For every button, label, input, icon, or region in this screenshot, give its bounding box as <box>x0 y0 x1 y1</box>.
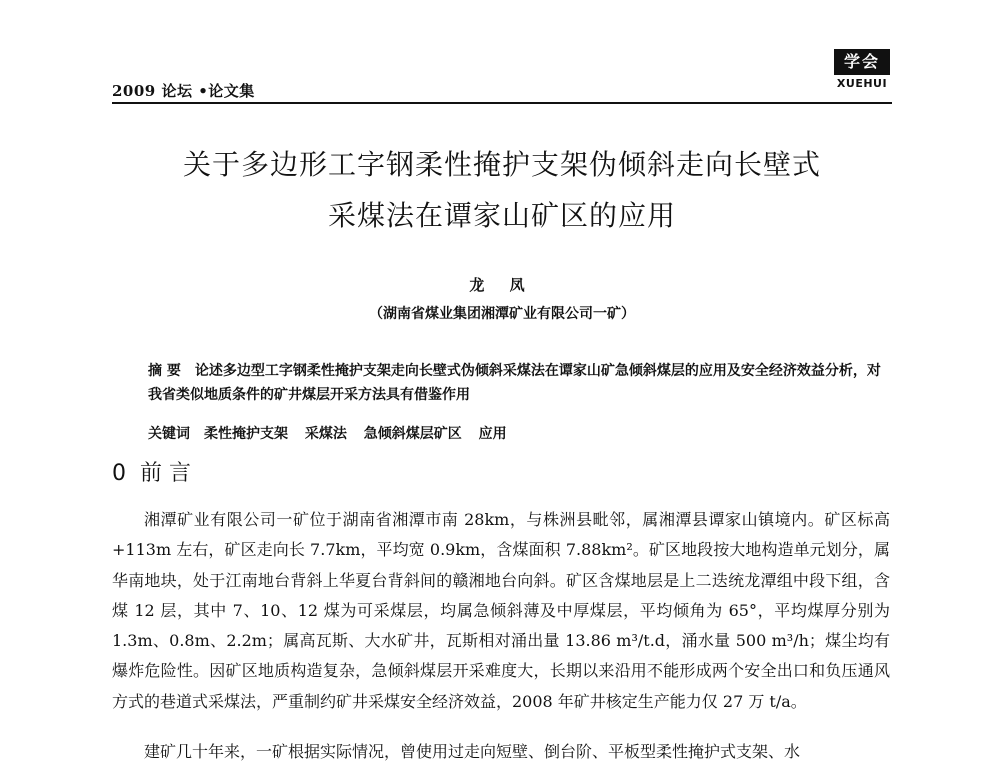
section-title: 前 言 <box>140 461 191 486</box>
logo-en-text: XUEHUI <box>836 77 888 90</box>
keywords-block <box>148 423 890 443</box>
abstract-text: 论述多边型工字钢柔性掩护支架走向长壁式伪倾斜采煤法在谭家山矿急倾斜煤层的应用及安全经济效益分析，对我省类似地质条件的矿井煤层开采方法具有借鉴作用 <box>148 363 881 403</box>
header-divider <box>112 102 892 104</box>
xuehui-logo <box>832 49 892 90</box>
keywords-text: 柔性掩护支架 采煤法 急倾斜煤层矿区 应用 <box>204 426 507 442</box>
paper-title-line-1: 关于多边形工字钢柔性掩护支架伪倾斜走向长壁式 <box>182 148 821 181</box>
section-number: 0 <box>112 461 126 486</box>
section-heading <box>112 456 191 487</box>
abstract-label: 摘 要 <box>148 363 181 379</box>
body-paragraph-2: 建矿几十年来，一矿根据实际情况，曾使用过走向短壁、倒台阶、平板型柔性掩护式支架、水 <box>144 742 801 761</box>
journal-header: 2009 论坛 •论文集 <box>112 82 255 100</box>
paper-title-line-2: 采煤法在谭家山矿区的应用 <box>327 199 676 232</box>
author-affiliation: （湖南省煤业集团湘潭矿业有限公司一矿） <box>369 306 635 322</box>
logo-cn-text: 学会 <box>834 49 890 75</box>
body-paragraph-1: 湘潭矿业有限公司一矿位于湖南省湘潭市南 28km，与株洲县毗邻，属湘潭县谭家山镇境内。矿区标高+113m 左右，矿区走向长 7.7km，平均宽 0.9km，含煤面积 7.88km²。矿区地段按大地构造单元划分，属华南地块，处于江南地台背斜上华夏台背斜间的赣湘地台向斜。矿区含煤地层是上二迭统龙潭组中段下组，含煤 12 层，其中 7、10、12 煤为可采煤层，均属急倾斜薄及中厚煤层，平均倾角为 65°，平均煤厚分别为 1.3m、0.8m、2.2m；属高瓦斯、大水矿井，瓦斯相对涌出量 13.86 m³/t.d，涌水量 500 m³/h；煤尘均有爆炸危险性。因矿区地质构造复杂，急倾斜煤层开采难度大，长期以来沿用不能形成两个安全出口和负压通风方式的巷道式采煤法，严重制约矿井采煤安全经济效益，2008 年矿井核定生产能力仅 27 万 t/a。 <box>112 510 890 711</box>
abstract-block <box>148 359 890 407</box>
author-name: 龙 凤 <box>469 276 535 294</box>
keywords-label: 关键词 <box>148 426 190 442</box>
